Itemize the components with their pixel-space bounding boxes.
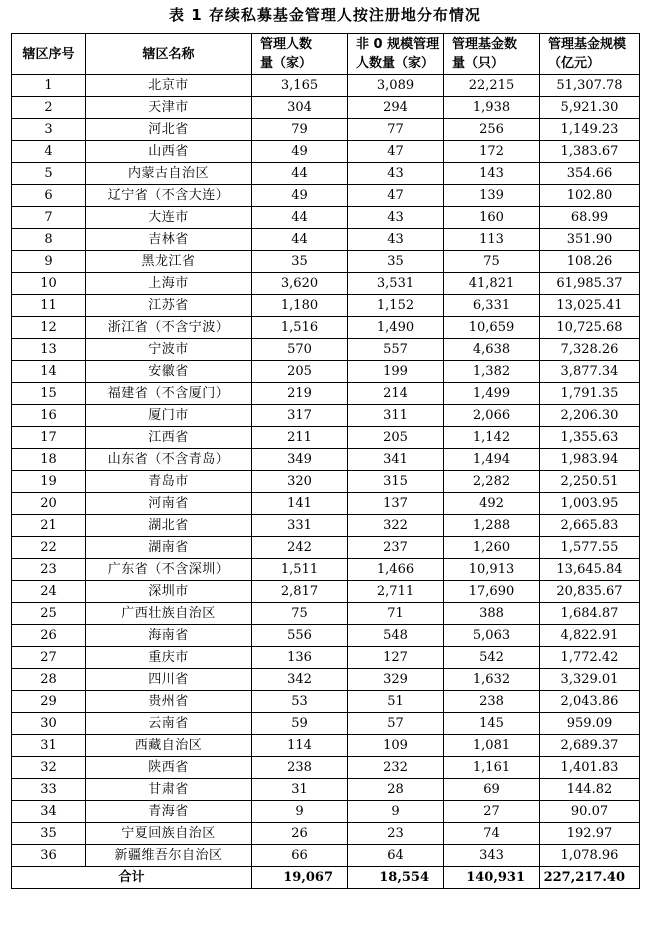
fund-scale-cell: 2,043.86: [540, 691, 640, 713]
table-row: [12, 317, 640, 339]
region-name-cell: 四川省: [86, 669, 252, 691]
table-total-row: [12, 867, 640, 889]
nonzero-manager-count-cell: 51: [348, 691, 444, 713]
nonzero-manager-count-cell: 47: [348, 185, 444, 207]
table-row: [12, 845, 640, 867]
header-manager-count: [252, 34, 348, 75]
manager-count-cell: 556: [252, 625, 348, 647]
fund-scale-cell: 144.82: [540, 779, 640, 801]
fund-count-cell: 238: [444, 691, 540, 713]
region-name-cell: 厦门市: [86, 405, 252, 427]
header-fund-count-line2: 量（只）: [452, 56, 505, 71]
manager-count-cell: 44: [252, 229, 348, 251]
nonzero-manager-count-cell: 109: [348, 735, 444, 757]
table-caption: 表 1 存续私募基金管理人按注册地分布情况: [169, 6, 481, 24]
fund-count-cell: 75: [444, 251, 540, 273]
table-row: [12, 581, 640, 603]
nonzero-manager-count-cell: 71: [348, 603, 444, 625]
manager-count-cell: 342: [252, 669, 348, 691]
region-index-cell: 5: [12, 163, 86, 185]
total-fund-scale: 227,217.40: [540, 867, 640, 889]
manager-count-cell: 242: [252, 537, 348, 559]
fund-count-cell: 139: [444, 185, 540, 207]
region-name-cell: 吉林省: [86, 229, 252, 251]
header-nonzero-line1: 非 0 规模管理: [356, 37, 440, 52]
region-index-cell: 27: [12, 647, 86, 669]
manager-count-cell: 59: [252, 713, 348, 735]
region-name-cell: 江苏省: [86, 295, 252, 317]
region-index-cell: 11: [12, 295, 86, 317]
table-row: [12, 75, 640, 97]
fund-count-cell: 492: [444, 493, 540, 515]
manager-count-cell: 3,165: [252, 75, 348, 97]
nonzero-manager-count-cell: 315: [348, 471, 444, 493]
manager-count-cell: 49: [252, 185, 348, 207]
table-row: [12, 141, 640, 163]
region-index-cell: 25: [12, 603, 86, 625]
nonzero-manager-count-cell: 2,711: [348, 581, 444, 603]
nonzero-manager-count-cell: 64: [348, 845, 444, 867]
region-name-cell: 云南省: [86, 713, 252, 735]
manager-count-cell: 1,180: [252, 295, 348, 317]
region-index-cell: 2: [12, 97, 86, 119]
region-name-cell: 西藏自治区: [86, 735, 252, 757]
region-name-cell: 山西省: [86, 141, 252, 163]
fund-count-cell: 1,632: [444, 669, 540, 691]
fund-count-cell: 41,821: [444, 273, 540, 295]
region-index-cell: 31: [12, 735, 86, 757]
nonzero-manager-count-cell: 43: [348, 163, 444, 185]
region-index-cell: 29: [12, 691, 86, 713]
region-index-cell: 20: [12, 493, 86, 515]
nonzero-manager-count-cell: 294: [348, 97, 444, 119]
table-row: [12, 361, 640, 383]
region-index-cell: 26: [12, 625, 86, 647]
fund-scale-cell: 1,983.94: [540, 449, 640, 471]
header-manager-count-line2: 量（家）: [260, 56, 313, 71]
region-name-cell: 广西壮族自治区: [86, 603, 252, 625]
region-index-cell: 7: [12, 207, 86, 229]
fund-scale-cell: 102.80: [540, 185, 640, 207]
manager-count-cell: 2,817: [252, 581, 348, 603]
fund-count-cell: 145: [444, 713, 540, 735]
manager-count-cell: 3,620: [252, 273, 348, 295]
fund-scale-cell: 959.09: [540, 713, 640, 735]
header-fund-count: [444, 34, 540, 75]
region-index-cell: 9: [12, 251, 86, 273]
fund-scale-cell: 192.97: [540, 823, 640, 845]
manager-count-cell: 44: [252, 207, 348, 229]
nonzero-manager-count-cell: 43: [348, 229, 444, 251]
nonzero-manager-count-cell: 137: [348, 493, 444, 515]
total-fund-count: 140,931: [444, 867, 540, 889]
table-row: [12, 713, 640, 735]
table-row: [12, 449, 640, 471]
table-row: [12, 647, 640, 669]
fund-scale-cell: 2,206.30: [540, 405, 640, 427]
table-row: [12, 273, 640, 295]
region-index-cell: 28: [12, 669, 86, 691]
fund-count-cell: 113: [444, 229, 540, 251]
fund-count-cell: 22,215: [444, 75, 540, 97]
nonzero-manager-count-cell: 3,531: [348, 273, 444, 295]
nonzero-manager-count-cell: 77: [348, 119, 444, 141]
header-manager-count-line1: 管理人数: [260, 37, 313, 52]
nonzero-manager-count-cell: 57: [348, 713, 444, 735]
table-row: [12, 471, 640, 493]
nonzero-manager-count-cell: 1,490: [348, 317, 444, 339]
manager-count-cell: 31: [252, 779, 348, 801]
table-row: [12, 515, 640, 537]
fund-count-cell: 1,382: [444, 361, 540, 383]
nonzero-manager-count-cell: 9: [348, 801, 444, 823]
table-row: [12, 625, 640, 647]
table-row: [12, 735, 640, 757]
manager-count-cell: 317: [252, 405, 348, 427]
manager-count-cell: 49: [252, 141, 348, 163]
header-fund-scale: [540, 34, 640, 75]
manager-count-cell: 205: [252, 361, 348, 383]
region-index-cell: 19: [12, 471, 86, 493]
nonzero-manager-count-cell: 199: [348, 361, 444, 383]
table-row: [12, 537, 640, 559]
fund-scale-cell: 68.99: [540, 207, 640, 229]
fund-count-cell: 172: [444, 141, 540, 163]
header-region-index: 辖区序号: [12, 34, 86, 75]
region-index-cell: 35: [12, 823, 86, 845]
fund-scale-cell: 2,665.83: [540, 515, 640, 537]
region-index-cell: 3: [12, 119, 86, 141]
fund-scale-cell: 1,149.23: [540, 119, 640, 141]
manager-count-cell: 79: [252, 119, 348, 141]
region-name-cell: 广东省（不含深圳）: [86, 559, 252, 581]
fund-scale-cell: 10,725.68: [540, 317, 640, 339]
table-row: [12, 823, 640, 845]
nonzero-manager-count-cell: 1,152: [348, 295, 444, 317]
fund-count-cell: 4,638: [444, 339, 540, 361]
manager-count-cell: 75: [252, 603, 348, 625]
region-name-cell: 新疆维吾尔自治区: [86, 845, 252, 867]
region-index-cell: 34: [12, 801, 86, 823]
fund-count-cell: 1,499: [444, 383, 540, 405]
table-row: [12, 757, 640, 779]
fund-scale-cell: 5,921.30: [540, 97, 640, 119]
fund-scale-cell: 2,689.37: [540, 735, 640, 757]
fund-scale-cell: 1,383.67: [540, 141, 640, 163]
table-row: [12, 229, 640, 251]
region-name-cell: 陕西省: [86, 757, 252, 779]
fund-count-cell: 10,659: [444, 317, 540, 339]
nonzero-manager-count-cell: 557: [348, 339, 444, 361]
header-region-name: 辖区名称: [86, 34, 252, 75]
region-index-cell: 4: [12, 141, 86, 163]
fund-count-cell: 1,161: [444, 757, 540, 779]
fund-scale-cell: 3,877.34: [540, 361, 640, 383]
table-row: [12, 339, 640, 361]
header-nonzero-line2: 人数量（家）: [356, 56, 435, 71]
table-row: [12, 493, 640, 515]
fund-scale-cell: 1,401.83: [540, 757, 640, 779]
fund-count-cell: 256: [444, 119, 540, 141]
table-row: [12, 779, 640, 801]
fund-count-cell: 1,142: [444, 427, 540, 449]
region-name-cell: 青海省: [86, 801, 252, 823]
nonzero-manager-count-cell: 237: [348, 537, 444, 559]
fund-count-cell: 5,063: [444, 625, 540, 647]
region-index-cell: 22: [12, 537, 86, 559]
nonzero-manager-count-cell: 43: [348, 207, 444, 229]
region-index-cell: 36: [12, 845, 86, 867]
fund-count-cell: 1,081: [444, 735, 540, 757]
fund-scale-cell: 51,307.78: [540, 75, 640, 97]
region-index-cell: 1: [12, 75, 86, 97]
region-name-cell: 上海市: [86, 273, 252, 295]
region-name-cell: 黑龙江省: [86, 251, 252, 273]
table-row: [12, 119, 640, 141]
manager-count-cell: 53: [252, 691, 348, 713]
total-label: 合计: [12, 867, 252, 889]
table-row: [12, 251, 640, 273]
nonzero-manager-count-cell: 28: [348, 779, 444, 801]
nonzero-manager-count-cell: 205: [348, 427, 444, 449]
manager-count-cell: 136: [252, 647, 348, 669]
table-row: [12, 801, 640, 823]
region-index-cell: 15: [12, 383, 86, 405]
table-row: [12, 669, 640, 691]
region-name-cell: 海南省: [86, 625, 252, 647]
region-name-cell: 湖南省: [86, 537, 252, 559]
total-manager-count: 19,067: [252, 867, 348, 889]
region-index-cell: 18: [12, 449, 86, 471]
table-row: [12, 185, 640, 207]
manager-count-cell: 1,516: [252, 317, 348, 339]
fund-scale-cell: 2,250.51: [540, 471, 640, 493]
fund-scale-cell: 108.26: [540, 251, 640, 273]
header-fund-count-line1: 管理基金数: [452, 37, 518, 52]
region-index-cell: 17: [12, 427, 86, 449]
manager-distribution-table: [11, 33, 640, 889]
table-header-row: [12, 34, 640, 75]
table-row: [12, 295, 640, 317]
manager-count-cell: 219: [252, 383, 348, 405]
total-nonzero-manager-count: 18,554: [348, 867, 444, 889]
nonzero-manager-count-cell: 548: [348, 625, 444, 647]
region-index-cell: 10: [12, 273, 86, 295]
header-fund-scale-line2: （亿元）: [548, 56, 601, 71]
region-name-cell: 内蒙古自治区: [86, 163, 252, 185]
manager-count-cell: 9: [252, 801, 348, 823]
table-row: [12, 691, 640, 713]
region-name-cell: 河南省: [86, 493, 252, 515]
region-name-cell: 青岛市: [86, 471, 252, 493]
region-index-cell: 30: [12, 713, 86, 735]
region-index-cell: 23: [12, 559, 86, 581]
fund-count-cell: 343: [444, 845, 540, 867]
fund-scale-cell: 7,328.26: [540, 339, 640, 361]
manager-count-cell: 35: [252, 251, 348, 273]
fund-count-cell: 160: [444, 207, 540, 229]
manager-count-cell: 26: [252, 823, 348, 845]
nonzero-manager-count-cell: 214: [348, 383, 444, 405]
fund-scale-cell: 1,772.42: [540, 647, 640, 669]
table-row: [12, 207, 640, 229]
fund-count-cell: 74: [444, 823, 540, 845]
region-name-cell: 甘肃省: [86, 779, 252, 801]
region-name-cell: 天津市: [86, 97, 252, 119]
region-name-cell: 浙江省（不含宁波）: [86, 317, 252, 339]
region-name-cell: 江西省: [86, 427, 252, 449]
manager-count-cell: 320: [252, 471, 348, 493]
region-name-cell: 辽宁省（不含大连）: [86, 185, 252, 207]
fund-count-cell: 27: [444, 801, 540, 823]
fund-scale-cell: 351.90: [540, 229, 640, 251]
fund-scale-cell: 4,822.91: [540, 625, 640, 647]
region-index-cell: 13: [12, 339, 86, 361]
fund-count-cell: 1,260: [444, 537, 540, 559]
manager-count-cell: 211: [252, 427, 348, 449]
nonzero-manager-count-cell: 47: [348, 141, 444, 163]
fund-count-cell: 388: [444, 603, 540, 625]
fund-count-cell: 1,494: [444, 449, 540, 471]
table-row: [12, 427, 640, 449]
region-name-cell: 山东省（不含青岛）: [86, 449, 252, 471]
region-name-cell: 深圳市: [86, 581, 252, 603]
region-index-cell: 8: [12, 229, 86, 251]
fund-count-cell: 69: [444, 779, 540, 801]
fund-scale-cell: 20,835.67: [540, 581, 640, 603]
fund-scale-cell: 13,025.41: [540, 295, 640, 317]
manager-count-cell: 570: [252, 339, 348, 361]
table-row: [12, 559, 640, 581]
region-name-cell: 宁夏回族自治区: [86, 823, 252, 845]
region-index-cell: 14: [12, 361, 86, 383]
manager-count-cell: 304: [252, 97, 348, 119]
table-row: [12, 405, 640, 427]
table-row: [12, 383, 640, 405]
manager-count-cell: 141: [252, 493, 348, 515]
region-index-cell: 33: [12, 779, 86, 801]
region-name-cell: 贵州省: [86, 691, 252, 713]
nonzero-manager-count-cell: 35: [348, 251, 444, 273]
region-index-cell: 12: [12, 317, 86, 339]
nonzero-manager-count-cell: 322: [348, 515, 444, 537]
manager-count-cell: 66: [252, 845, 348, 867]
fund-scale-cell: 3,329.01: [540, 669, 640, 691]
fund-scale-cell: 13,645.84: [540, 559, 640, 581]
region-index-cell: 16: [12, 405, 86, 427]
nonzero-manager-count-cell: 311: [348, 405, 444, 427]
fund-count-cell: 2,066: [444, 405, 540, 427]
region-name-cell: 安徽省: [86, 361, 252, 383]
fund-scale-cell: 90.07: [540, 801, 640, 823]
nonzero-manager-count-cell: 1,466: [348, 559, 444, 581]
manager-count-cell: 1,511: [252, 559, 348, 581]
region-name-cell: 重庆市: [86, 647, 252, 669]
table-row: [12, 603, 640, 625]
nonzero-manager-count-cell: 329: [348, 669, 444, 691]
header-nonzero-manager-count: [348, 34, 444, 75]
region-name-cell: 宁波市: [86, 339, 252, 361]
nonzero-manager-count-cell: 341: [348, 449, 444, 471]
fund-scale-cell: 1,003.95: [540, 493, 640, 515]
region-index-cell: 32: [12, 757, 86, 779]
fund-count-cell: 6,331: [444, 295, 540, 317]
fund-scale-cell: 1,078.96: [540, 845, 640, 867]
manager-count-cell: 349: [252, 449, 348, 471]
nonzero-manager-count-cell: 232: [348, 757, 444, 779]
fund-scale-cell: 354.66: [540, 163, 640, 185]
region-name-cell: 北京市: [86, 75, 252, 97]
region-name-cell: 福建省（不含厦门）: [86, 383, 252, 405]
nonzero-manager-count-cell: 23: [348, 823, 444, 845]
nonzero-manager-count-cell: 127: [348, 647, 444, 669]
fund-count-cell: 1,938: [444, 97, 540, 119]
fund-scale-cell: 1,684.87: [540, 603, 640, 625]
fund-count-cell: 2,282: [444, 471, 540, 493]
manager-count-cell: 114: [252, 735, 348, 757]
fund-count-cell: 10,913: [444, 559, 540, 581]
manager-count-cell: 238: [252, 757, 348, 779]
fund-scale-cell: 61,985.37: [540, 273, 640, 295]
fund-count-cell: 1,288: [444, 515, 540, 537]
table-row: [12, 97, 640, 119]
header-fund-scale-line1: 管理基金规模: [548, 37, 627, 52]
table-body: [12, 75, 640, 867]
fund-count-cell: 143: [444, 163, 540, 185]
region-index-cell: 24: [12, 581, 86, 603]
nonzero-manager-count-cell: 3,089: [348, 75, 444, 97]
fund-scale-cell: 1,791.35: [540, 383, 640, 405]
fund-count-cell: 17,690: [444, 581, 540, 603]
table-row: [12, 163, 640, 185]
region-index-cell: 21: [12, 515, 86, 537]
fund-scale-cell: 1,355.63: [540, 427, 640, 449]
region-name-cell: 湖北省: [86, 515, 252, 537]
region-name-cell: 大连市: [86, 207, 252, 229]
region-name-cell: 河北省: [86, 119, 252, 141]
fund-count-cell: 542: [444, 647, 540, 669]
fund-scale-cell: 1,577.55: [540, 537, 640, 559]
manager-count-cell: 44: [252, 163, 348, 185]
region-index-cell: 6: [12, 185, 86, 207]
manager-count-cell: 331: [252, 515, 348, 537]
